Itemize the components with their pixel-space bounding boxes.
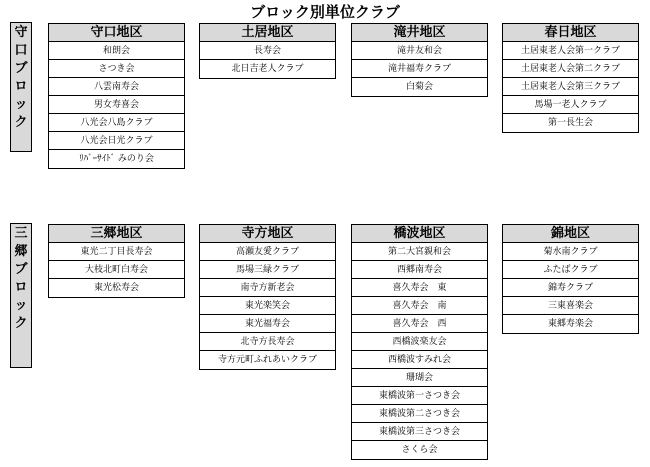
district-header: 錦地区 [503,225,638,243]
block-label [10,22,32,152]
district-header: 三郷地区 [49,225,184,243]
club-row: 男女寿喜会 [49,96,184,114]
block-label-char: ク [14,115,28,130]
club-row: 八光会日光クラブ [49,132,184,150]
club-row: ﾘﾊﾞｰｻｲﾄﾞ みのり会 [79,154,154,164]
club-row: 滝井福寿クラブ [352,60,487,78]
district-table [48,224,185,298]
club-row: 三東喜楽会 [503,297,638,315]
district-header: 橋波地区 [352,225,487,243]
club-row: 寺方元町ふれあいクラブ [217,355,317,365]
club-row: 珊瑚会 [352,369,487,387]
block-label-char: 郷 [14,244,28,259]
club-row: 白菊会 [405,82,433,92]
club-row: 北寺方長寿会 [200,333,335,351]
block-label-char: 守 [14,25,28,40]
district-table [502,224,639,334]
club-row: 東橋波第一さつき会 [352,387,487,405]
block-label-char: ッ [14,97,28,112]
club-row: 東光松寿会 [93,283,139,293]
block-label-char: ブ [14,262,28,277]
club-row: 馬場三緑クラブ [200,261,335,279]
district-header: 寺方地区 [200,225,335,243]
club-row: 土居東老人会第一クラブ [503,42,638,60]
club-row: 東郷寿楽会 [547,319,593,329]
club-row: 土居東老人会第二クラブ [503,60,638,78]
district-table [351,224,488,460]
club-row: さくら会 [401,445,438,455]
block-label [10,223,32,368]
club-row: 高瀬友愛クラブ [200,243,335,261]
club-row: 長寿会 [200,42,335,60]
club-row: 第二大宮親和会 [352,243,487,261]
district-table [48,23,185,169]
district-table [351,23,488,97]
club-row: 第一長生会 [547,118,593,128]
club-row: 八雲南寿会 [49,78,184,96]
club-row: 西橋波すみれ会 [352,351,487,369]
club-row: 東光楽笑会 [200,297,335,315]
district-table [199,23,336,79]
club-row: 和朗会 [49,42,184,60]
club-row: さつき会 [49,60,184,78]
club-row: 東光福寿会 [200,315,335,333]
district-header: 滝井地区 [352,24,487,42]
district-header: 守口地区 [49,24,184,42]
club-row: 西橋波楽友会 [352,333,487,351]
district-header: 土居地区 [200,24,335,42]
club-row: 北日吉老人クラブ [231,64,304,74]
district-header: 春日地区 [503,24,638,42]
block-label-char: ッ [14,298,28,313]
club-row: 喜久寿会 西 [352,315,487,333]
club-row: 西郷南寿会 [352,261,487,279]
block-label-char: ロ [14,280,28,295]
club-row: 菊水南クラブ [503,243,638,261]
club-row: 喜久寿会 東 [352,279,487,297]
block-label-char: ク [14,316,28,331]
club-row: 錦寿クラブ [503,279,638,297]
club-row: 東光二丁目長寿会 [49,243,184,261]
club-row: 南寺方新老会 [200,279,335,297]
club-row: 滝井友和会 [352,42,487,60]
block-label-char: ブ [14,61,28,76]
club-row: 大枝北町白寿会 [49,261,184,279]
club-row: ふたばクラブ [503,261,638,279]
club-row: 土居東老人会第三クラブ [503,78,638,96]
district-table [502,23,639,133]
club-row: 馬場一老人クラブ [503,96,638,114]
club-row: 八光会八島クラブ [49,114,184,132]
club-row: 東橋波第二さつき会 [352,405,487,423]
district-table [199,224,336,370]
block-label-char: 三 [14,226,28,241]
club-row: 喜久寿会 南 [352,297,487,315]
page-title: ブロック別単位クラブ [250,3,400,21]
block-label-char: ロ [14,79,28,94]
club-row: 東橋波第三さつき会 [352,423,487,441]
block-label-char: 口 [14,43,28,58]
